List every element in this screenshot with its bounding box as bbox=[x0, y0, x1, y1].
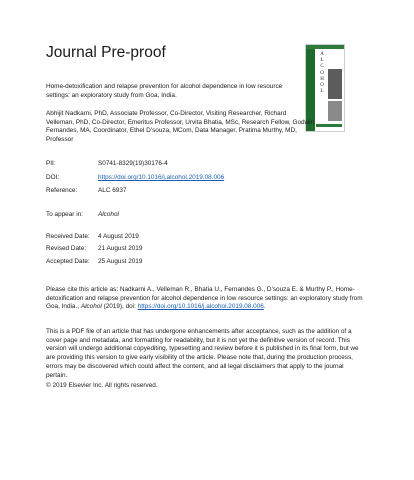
citation-journal: Alcohol bbox=[80, 303, 102, 311]
appear-in-label: To appear in: bbox=[46, 211, 83, 218]
cover-top-band bbox=[306, 45, 344, 49]
revised-date: 21 August 2019 bbox=[98, 245, 143, 252]
cover-letter: O bbox=[320, 70, 324, 76]
appear-in-journal: Alcohol bbox=[98, 211, 119, 218]
accepted-date-label: Accepted Date: bbox=[46, 258, 90, 265]
pdf-notice-paragraph: This is a PDF file of an article that has undergone enhancements after acceptance, such as the addition of a cover page and metadata, and formatting for readability, but it is not yet the definitive version of record. This version will undergo additional copyediting, typesetting and review before it is published in its final form, but we are providing this version to give early visibility of the article. Please note that, during the production process, errors may be discovered which could affect the content, and all legal disclaimers that apply to the journal pertain. bbox=[46, 328, 359, 379]
citation-text: Please cite this article as: Nadkarni A., Velleman R., Bhatia U., Fernandes G., D’souza E. & Murthy P., Home-detoxification and relapse prevention for alcohol dependence in low resource settings: an exploratory study from Goa, India., bbox=[46, 286, 363, 311]
cover-letter: C bbox=[320, 64, 324, 70]
cover-footer-band bbox=[316, 124, 342, 127]
citation-text-middle: (2019), doi: bbox=[101, 303, 138, 311]
doi-label: DOI: bbox=[46, 174, 60, 181]
pii-value: S0741-8329(19)30176-4 bbox=[98, 160, 168, 167]
received-date-label: Received Date: bbox=[46, 233, 90, 240]
pii-label: PII: bbox=[46, 160, 56, 167]
article-title: Home-detoxification and relapse prevention for alcohol dependence in low resource settings: an exploratory study from Goa, India. bbox=[46, 83, 283, 99]
reference-label: Reference: bbox=[46, 187, 78, 194]
cover-image-lower bbox=[328, 101, 342, 121]
reference-value: ALC 6937 bbox=[98, 187, 127, 194]
cover-journal-name bbox=[318, 52, 326, 95]
cover-letter: L bbox=[320, 58, 324, 64]
citation-doi-link[interactable]: https://doi.org/10.1016/j.alcohol.2019.08.006 bbox=[137, 303, 264, 311]
doi-link[interactable]: https://doi.org/10.1016/j.alcohol.2019.08.006 bbox=[98, 174, 225, 181]
copyright-notice: © 2019 Elsevier Inc. All rights reserved. bbox=[46, 382, 158, 389]
journal-pre-proof-label: Journal Pre-proof bbox=[46, 44, 166, 61]
cover-letter: A bbox=[320, 52, 324, 57]
accepted-date: 25 August 2019 bbox=[98, 258, 143, 265]
cover-letter: L bbox=[320, 89, 324, 95]
revised-date-label: Revised Date: bbox=[46, 245, 87, 252]
cover-letter: O bbox=[320, 83, 324, 89]
citation-paragraph bbox=[46, 286, 366, 312]
cover-letter: H bbox=[320, 76, 324, 82]
author-list: Abhijit Nadkarni, PhD, Associate Professor, Co-Director, Visiting Researcher, Richard Velleman, PhD, Co-Director, Emeritus Professor, Urvita Bhatia, MSc, Research Fellow, Godwin Fernandes, MA, Coordinator, Ethel D’souza, MCom, Data Manager, Pratima Murthy, MD, Professor bbox=[46, 110, 315, 143]
citation-suffix: . bbox=[263, 303, 266, 311]
cover-image bbox=[328, 69, 342, 99]
received-date: 4 August 2019 bbox=[98, 233, 139, 240]
